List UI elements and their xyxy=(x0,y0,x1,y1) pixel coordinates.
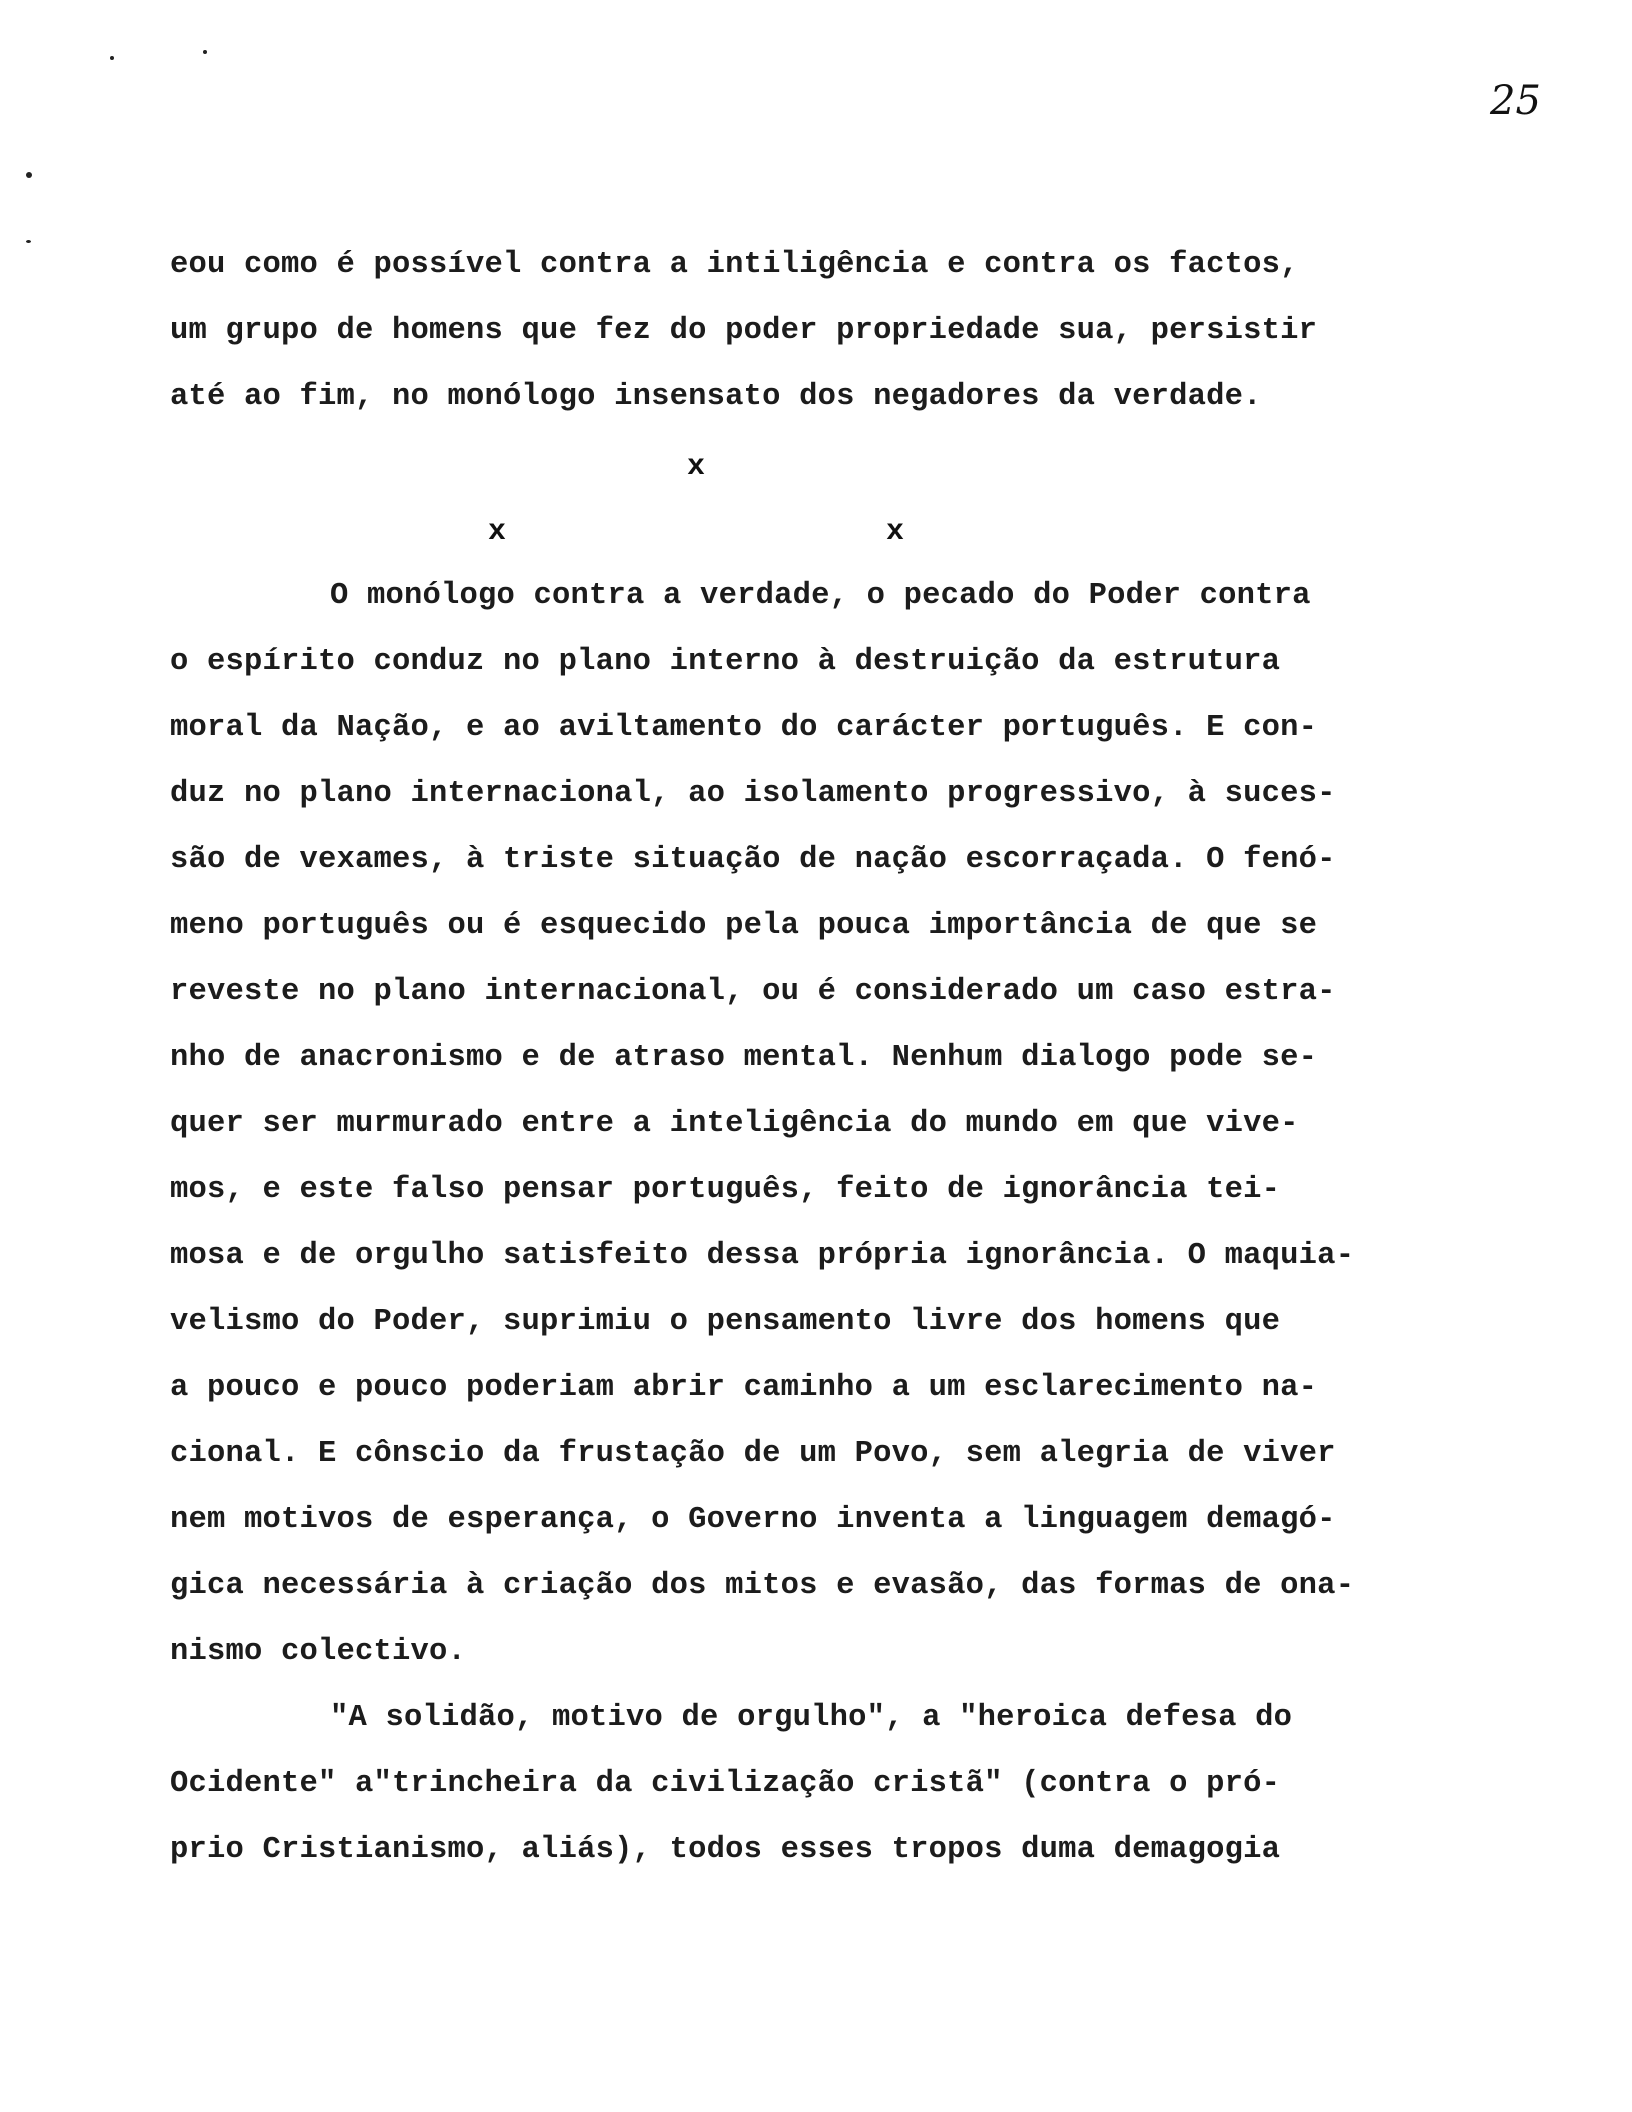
text-line: O monólogo contra a verdade, o pecado do Poder contra xyxy=(330,579,1311,613)
text-line: até ao fim, no monólogo insensato dos negadores da verdade. xyxy=(170,380,1262,414)
text-line: mosa e de orgulho satisfeito dessa própria ignorância. O maquia- xyxy=(170,1239,1355,1273)
text-line: nismo colectivo. xyxy=(170,1635,467,1669)
text-line: cional. E cônscio da frustação de um Povo, sem alegria de viver xyxy=(170,1437,1336,1471)
text-line: reveste no plano internacional, ou é considerado um caso estra- xyxy=(170,975,1336,1009)
text-line: gica necessária à criação dos mitos e evasão, das formas de ona- xyxy=(170,1569,1355,1603)
page-number: 25 xyxy=(1490,78,1541,124)
text-line: o espírito conduz no plano interno à destruição da estrutura xyxy=(170,645,1281,679)
text-line: duz no plano internacional, ao isolamento progressivo, à suces- xyxy=(170,777,1336,811)
separator-mark: x xyxy=(886,515,905,549)
scan-speck xyxy=(110,56,114,60)
scan-speck xyxy=(26,172,32,178)
scan-speck xyxy=(203,50,207,54)
text-line: meno português ou é esquecido pela pouca importância de que se xyxy=(170,909,1318,943)
text-line: quer ser murmurado entre a inteligência do mundo em que vive- xyxy=(170,1107,1299,1141)
text-line: a pouco e pouco poderiam abrir caminho a um esclarecimento na- xyxy=(170,1371,1318,1405)
text-line: velismo do Poder, suprimiu o pensamento livre dos homens que xyxy=(170,1305,1281,1339)
text-line: nem motivos de esperança, o Governo inventa a linguagem demagó- xyxy=(170,1503,1336,1537)
text-line: eou como é possível contra a intiligência e contra os factos, xyxy=(170,248,1299,282)
text-line: mos, e este falso pensar português, feito de ignorância tei- xyxy=(170,1173,1281,1207)
text-line: moral da Nação, e ao aviltamento do carácter português. E con- xyxy=(170,711,1318,745)
text-line: prio Cristianismo, aliás), todos esses tropos duma demagogia xyxy=(170,1833,1281,1867)
text-line: Ocidente" a"trincheira da civilização cristã" (contra o pró- xyxy=(170,1767,1281,1801)
text-line: "A solidão, motivo de orgulho", a "heroica defesa do xyxy=(330,1701,1293,1735)
scan-speck xyxy=(26,240,31,243)
separator-mark: x xyxy=(687,450,706,484)
text-line: são de vexames, à triste situação de nação escorraçada. O fenó- xyxy=(170,843,1336,877)
text-line: nho de anacronismo e de atraso mental. Nenhum dialogo pode se- xyxy=(170,1041,1318,1075)
text-line: um grupo de homens que fez do poder propriedade sua, persistir xyxy=(170,314,1318,348)
separator-mark: x xyxy=(488,515,507,549)
